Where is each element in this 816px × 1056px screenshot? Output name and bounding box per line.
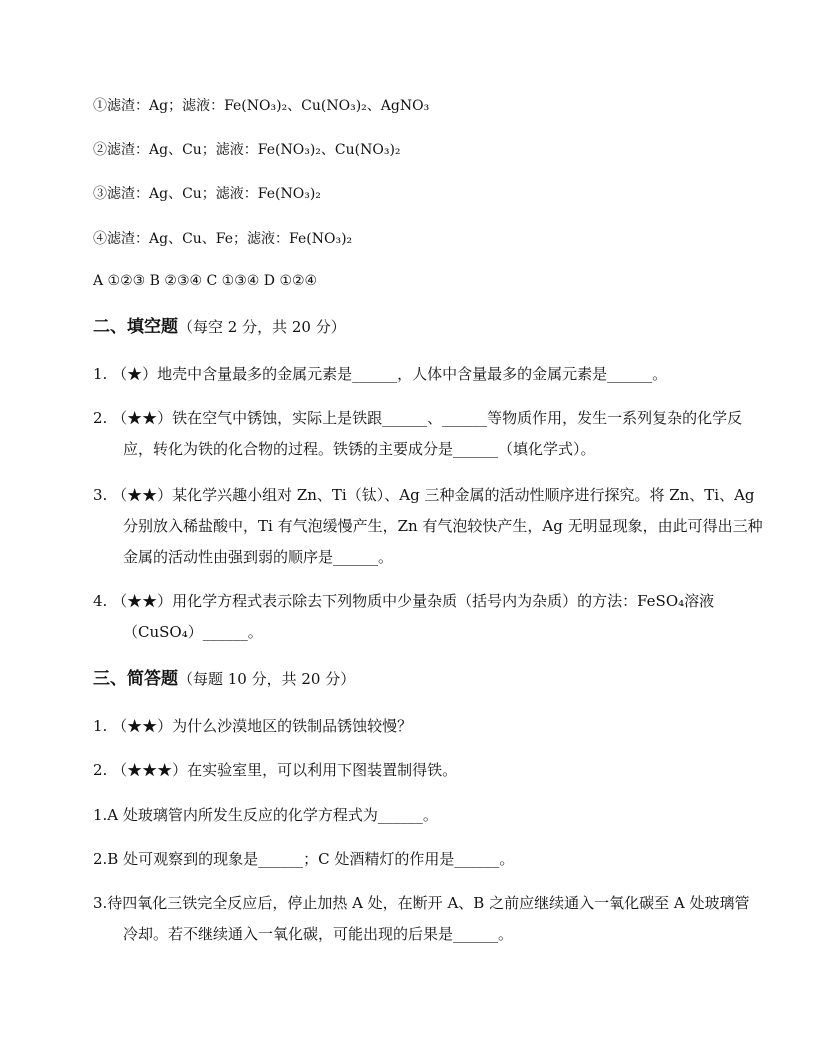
option-1: ①滤渣：Ag；滤液：Fe(NO₃)₂、Cu(NO₃)₂、AgNO₃ [93, 98, 430, 114]
short-question-2: 2. （★★★）在实验室里，可以利用下图装置制得铁。 [93, 761, 458, 779]
section-heading-fill-blank [93, 316, 346, 338]
sub-question-3: 3.待四氧化三铁完全反应后，停止加热 A 处，在断开 A、B 之前应继续通入一氧化碳至 A 处玻璃管冷却。若不继续通入一氧化碳，可能出现的后果是______。 [93, 894, 750, 943]
option-2: ②滤渣：Ag、Cu；滤液：Fe(NO₃)₂、Cu(NO₃)₂ [93, 142, 401, 158]
fill-question-2: 2. （★★）铁在空气中锈蚀，实际上是铁跟______、______等物质作用，发生一系列复杂的化学反应，转化为铁的化合物的过程。铁锈的主要成分是______（填化学式）。 [93, 409, 743, 458]
section-title: 二、填空题 [93, 317, 178, 337]
fill-question-4: 4. （★★）用化学方程式表示除去下列物质中少量杂质（括号内为杂质）的方法：FeSO₄溶液（CuSO₄）______。 [93, 592, 715, 641]
section-heading-short-answer [93, 668, 355, 690]
short-question-1: 1. （★★）为什么沙漠地区的铁制品锈蚀较慢？ [93, 717, 413, 735]
fill-question-1: 1. （★）地壳中含量最多的金属元素是______，人体中含量最多的金属元素是______。 [93, 365, 668, 383]
section-note: （每空 2 分，共 20 分） [178, 318, 346, 336]
section-title: 三、简答题 [93, 669, 178, 689]
answer-choices: A ①②③ B ②③④ C ①③④ D ①②④ [93, 273, 318, 289]
section-note: （每题 10 分，共 20 分） [178, 670, 356, 688]
option-3: ③滤渣：Ag、Cu；滤液：Fe(NO₃)₂ [93, 186, 321, 202]
sub-question-2: 2.B 处可观察到的现象是______；C 处酒精灯的作用是______。 [93, 850, 515, 868]
sub-question-1: 1.A 处玻璃管内所发生反应的化学方程式为______。 [93, 806, 438, 824]
fill-question-3: 3. （★★）某化学兴趣小组对 Zn、Ti（钛）、Ag 三种金属的活动性顺序进行探究。将 Zn、Ti、Ag 分别放入稀盐酸中，Ti 有气泡缓慢产生，Zn 有气泡较快产生，Ag 无明显现象，由此可得出三种金属的活动性由强到弱的顺序是______。 [93, 486, 763, 566]
option-4: ④滤渣：Ag、Cu、Fe；滤液：Fe(NO₃)₂ [93, 231, 353, 247]
